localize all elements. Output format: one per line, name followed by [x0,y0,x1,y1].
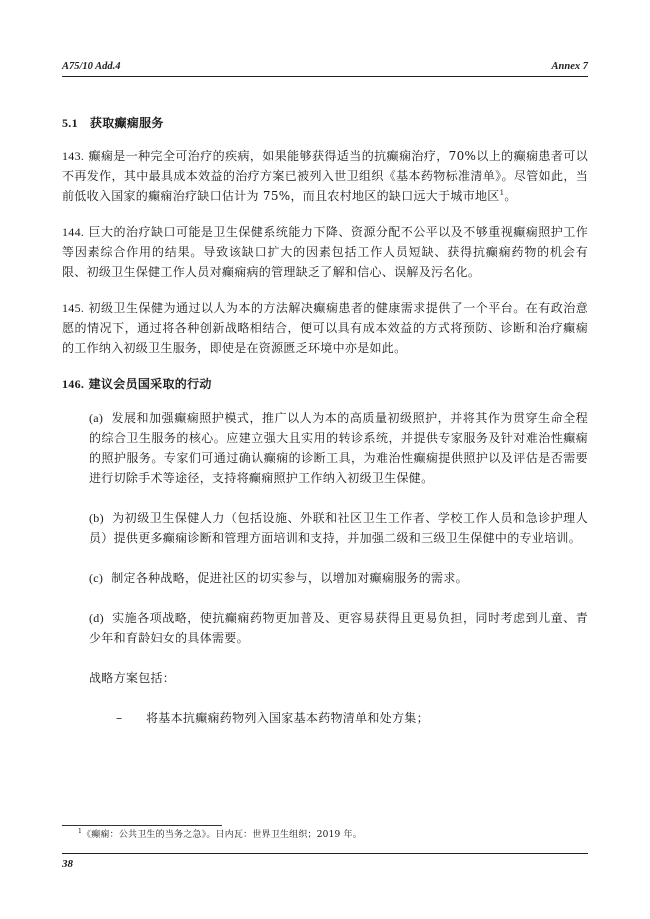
item-text: 制定各种战略，促进社区的切实参与，以增加对癫痫服务的需求。 [111,571,468,585]
paragraph-text: 癫痫是一种完全可治疗的疾病，如果能够获得适当的抗癫痫治疗，70%以上的癫痫患者可以不再发作，其中最具成本效益的治疗方案已被列入世卫组织《基本药物标准清单》。尽管如此，当前低收入国家的癫痫治疗缺口估计为 75%，而且农村地区的缺口远大于城市地区 [62,149,588,203]
header-rule [62,76,588,77]
footnote-text: 《癫痫：公共卫生的当务之急》。日内瓦：世界卫生组织；2019 年。 [82,830,362,840]
annex-label: Annex 7 [551,61,588,72]
item-label: (d) [89,611,104,625]
paragraph-144 [62,222,588,282]
item-label: (c) [89,571,104,585]
document-symbol: A75/10 Add.4 [62,61,121,72]
dash-marker: – [116,711,123,725]
paragraph-number: 145. [62,301,85,315]
footnote-reference[interactable]: 1 [499,189,505,197]
paragraph-number: 144. [62,225,85,239]
section-heading [62,113,588,133]
paragraph-number: 146. [62,377,85,391]
footnote-marker: 1 [78,828,83,835]
item-text: 为初级卫生保健人力（包括设施、外联和社区卫生工作者、学校工作人员和急诊护理人员）提供更多癫痫诊断和管理方面培训和支持，并加强二级和三级卫生保健中的专业培训。 [89,511,588,545]
strategy-intro: 战略方案包括： [89,671,176,685]
page-number: 38 [62,858,73,870]
action-item-b [89,508,588,548]
bullet-text: 将基本抗癫痫药物列入国家基本药物清单和处方集； [146,711,429,725]
paragraph-text: 巨大的治疗缺口可能是卫生保健系统能力下降、资源分配不公平以及不够重视癫痫照护工作等因素综合作用的结果。导致该缺口扩大的因素包括工作人员短缺、获得抗癫痫药物的机会有限、初级卫生保健工作人员对癫痫病的管理缺乏了解和信心、误解及污名化。 [62,225,588,279]
section-number: 5.1 [62,116,78,130]
paragraph-146-heading [62,374,588,394]
item-label: (a) [89,411,104,425]
section-title: 获取癫痫服务 [89,116,164,130]
footer-rule [62,853,588,854]
page-header [62,61,588,72]
subheading-text: 建议会员国采取的行动 [84,377,212,391]
paragraph-143 [62,146,588,206]
item-text: 实施各项战略，使抗癫痫药物更加普及、更容易获得且更易负担，同时考虑到儿童、青少年和育龄妇女的具体需要。 [89,611,588,645]
paragraph-145 [62,298,588,358]
document-body [62,113,588,728]
action-item-a [89,408,588,488]
bullet-item [116,708,588,728]
item-text: 发展和加强癫痫照护模式，推广以人为本的高质量初级照护，并将其作为贯穿生命全程的综合卫生服务的核心。应建立强大且实用的转诊系统，并提供专家服务及针对难治性癫痫的照护服务。专家们可通过确认癫痫的诊断工具，为难治性癫痫提供照护以及评估是否需要进行切除手术等途径，支持将癫痫照护工作纳入初级卫生保健。 [89,411,588,485]
action-item-c [89,568,588,588]
action-item-d [89,608,588,648]
footnote-rule [62,825,222,826]
paragraph-number: 143. [62,149,85,163]
item-label: (b) [89,511,104,525]
footnote [78,829,362,841]
paragraph-tail: 。 [504,189,517,203]
paragraph-text: 初级卫生保健为通过以人为本的方法解决癫痫患者的健康需求提供了一个平台。在有政治意愿的情况下，通过将各种创新战略相结合，便可以具有成本效益的方式将预防、诊断和治疗癫痫的工作纳入初级卫生服务，即使是在资源匮乏环境中亦是如此。 [62,301,588,355]
